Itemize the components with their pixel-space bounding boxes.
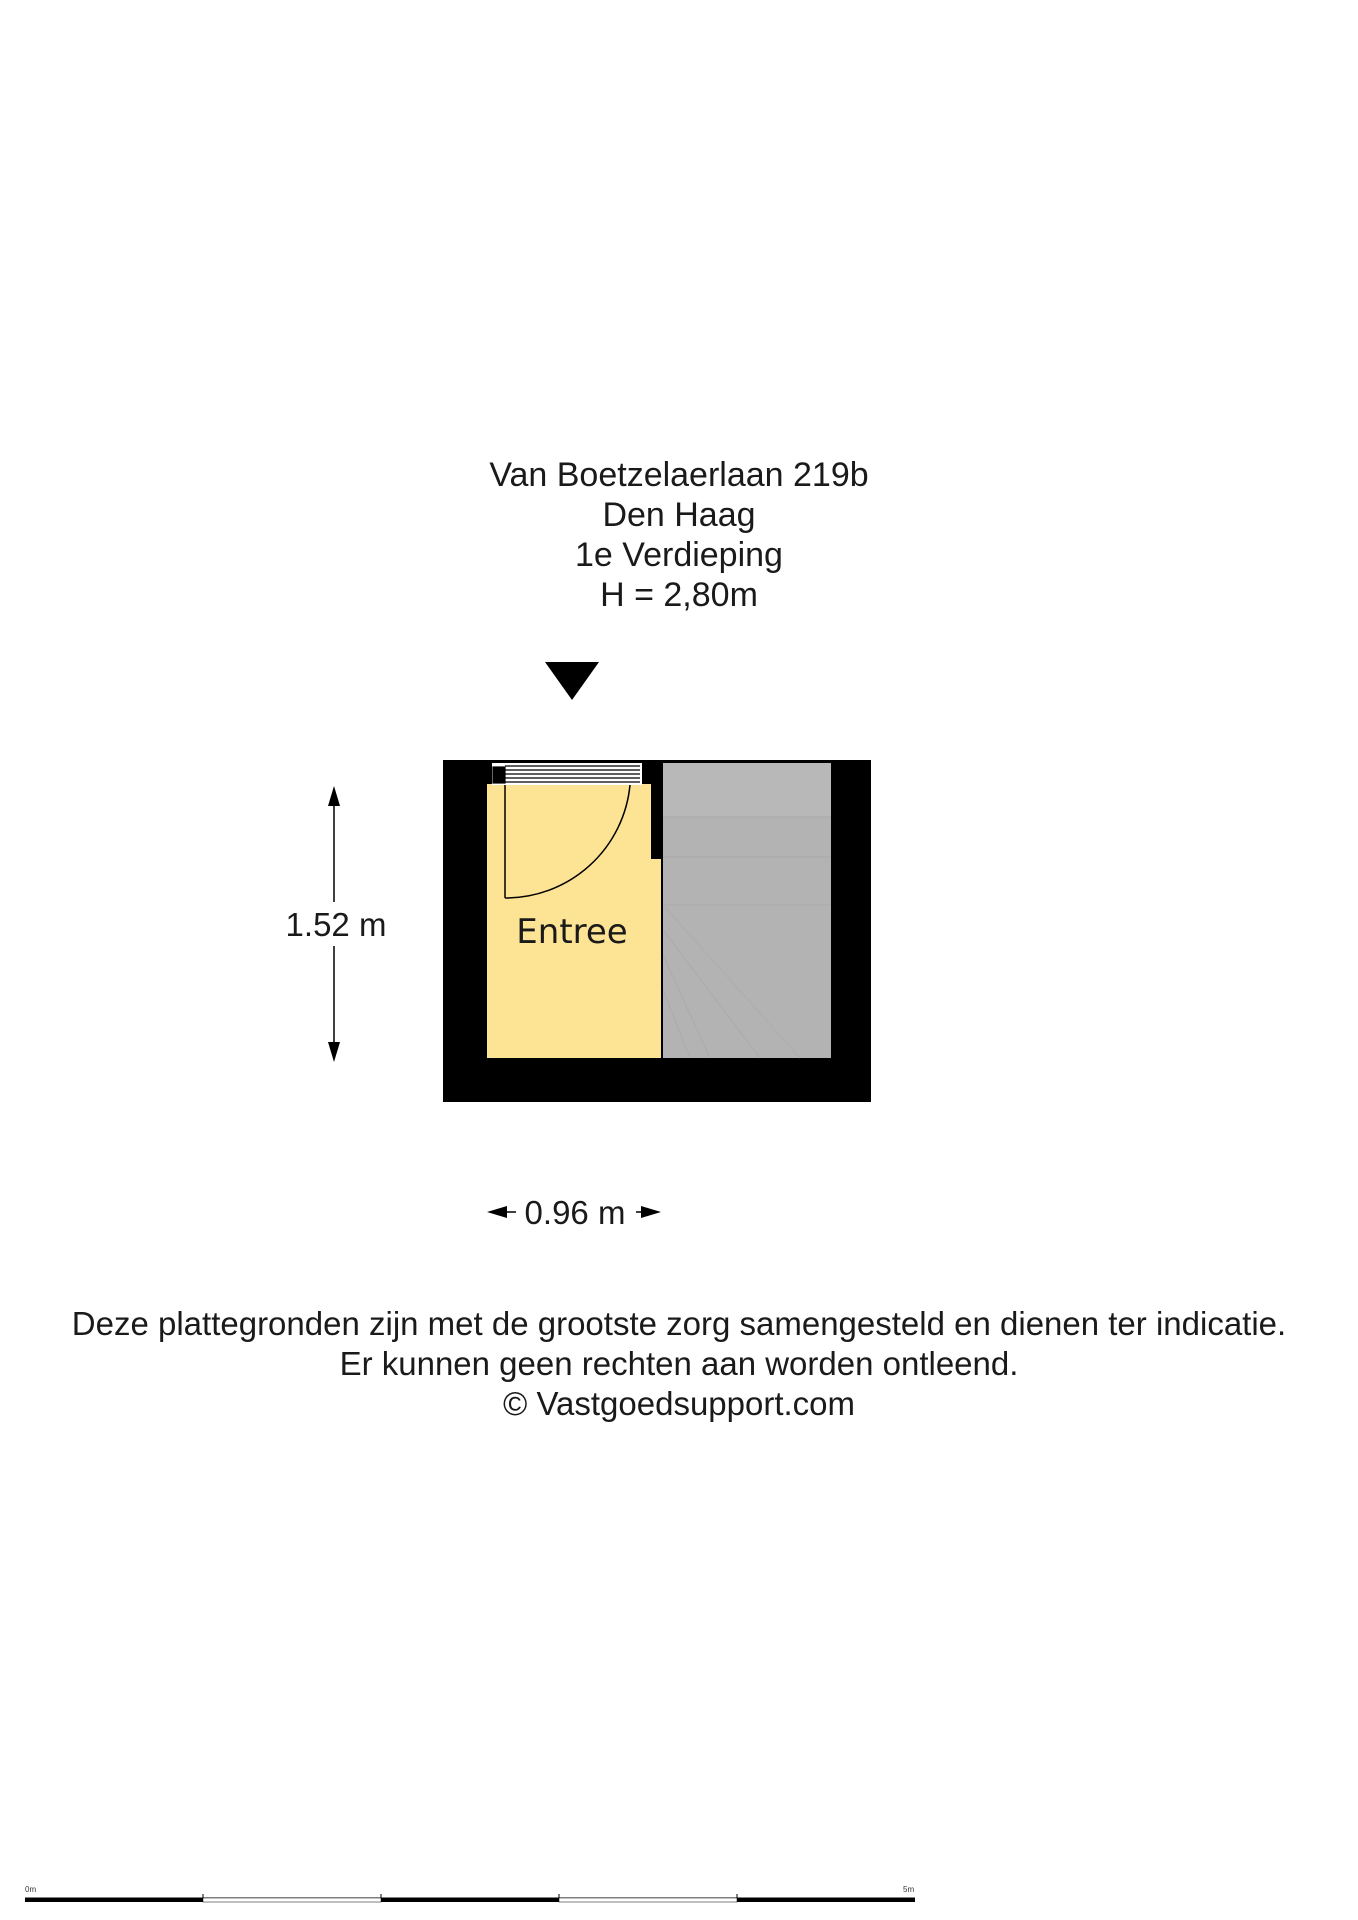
disclaimer-line-2: Er kunnen geen rechten aan worden ontleend. <box>339 1345 1019 1382</box>
disclaimer-line-1: Deze plattegronden zijn met de grootste zorg samengesteld en dienen ter indicatie. <box>71 1305 1287 1342</box>
staircase-icon <box>663 763 831 1058</box>
scale-bar <box>25 1894 915 1902</box>
entrance-arrow-icon <box>545 662 599 700</box>
scale-start-label: 0m <box>25 1885 37 1894</box>
floor-line: 1e Verdieping <box>575 536 783 574</box>
dim-horizontal-label: 0.96 m <box>524 1194 626 1231</box>
copyright-line: © Vastgoedsupport.com <box>502 1385 856 1422</box>
city-line: Den Haag <box>602 496 756 534</box>
dim-vertical-label: 1.52 m <box>285 906 387 943</box>
scale-end-label: 5m <box>903 1885 915 1894</box>
height-line: H = 2,80m <box>600 576 758 614</box>
disclaimer <box>0 1304 1358 1424</box>
address-line: Van Boetzelaerlaan 219b <box>489 456 869 494</box>
room-label: Entree <box>516 912 628 952</box>
